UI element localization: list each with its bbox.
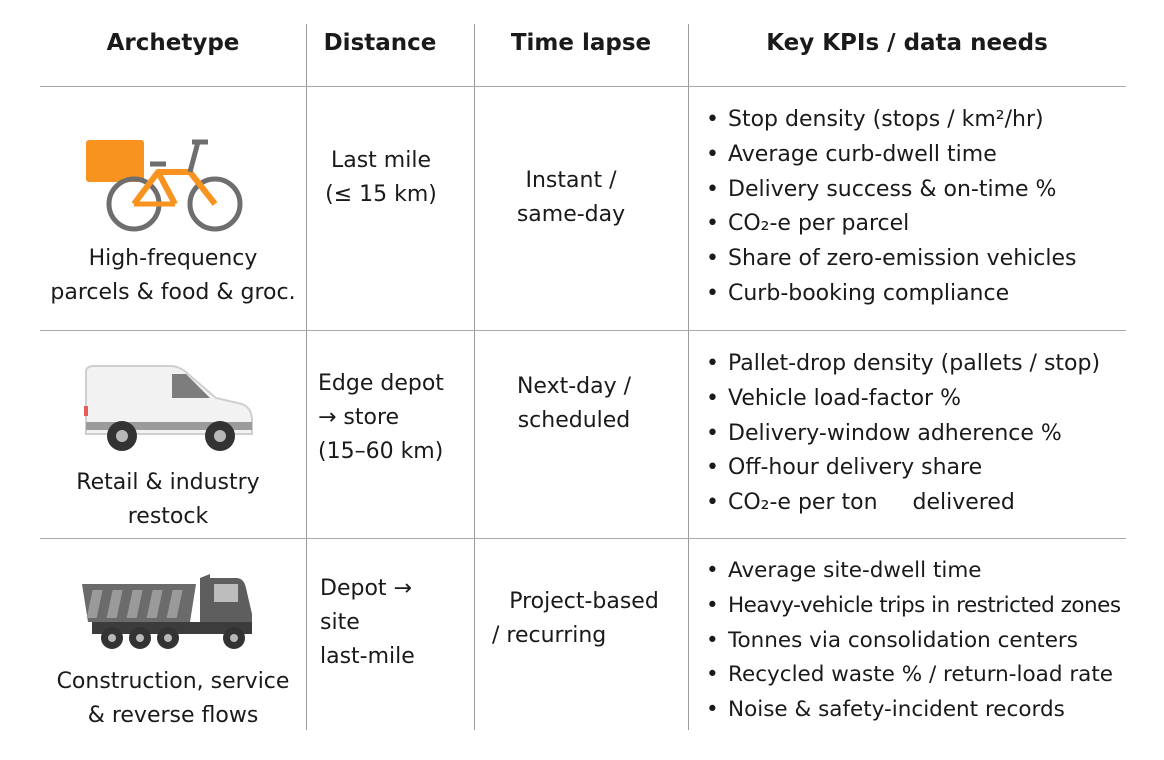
- row-divider: [40, 330, 1126, 331]
- list-item: • Heavy-vehicle trips in restricted zones: [706, 589, 1121, 624]
- list-item: • Delivery-window adherence %: [706, 417, 1100, 452]
- archetype-line: Retail & industry: [76, 470, 260, 495]
- distance-line: (≤ 15 km): [325, 182, 437, 207]
- time-lapse-cell: [474, 370, 674, 438]
- time-lapse-cell: [484, 585, 684, 653]
- row-divider: [40, 86, 1126, 87]
- list-item: • CO₂-e per ton delivered: [706, 486, 1100, 521]
- list-item: • Average curb-dwell time: [706, 138, 1076, 173]
- row-divider: [40, 538, 1126, 539]
- archetype-line: restock: [127, 504, 209, 529]
- column-divider: [306, 24, 307, 730]
- header-time-lapse: Time lapse: [510, 30, 652, 56]
- list-item: • Average site-dwell time: [706, 554, 1121, 589]
- archetype-cell: [40, 242, 306, 310]
- distance-line: site: [320, 610, 360, 635]
- time-lapse-line: Next-day /: [516, 374, 632, 399]
- header-kpis: Key KPIs / data needs: [766, 30, 1048, 56]
- list-item: • Tonnes via consolidation centers: [706, 624, 1121, 659]
- time-lapse-line: same-day: [516, 202, 626, 227]
- kpi-list: [706, 554, 1121, 728]
- time-lapse-cell: [474, 164, 668, 232]
- archetype-line: & reverse flows: [87, 703, 259, 728]
- distance-line: last-mile: [320, 644, 415, 669]
- archetype-cell: [40, 466, 296, 534]
- distance-line: Edge depot: [318, 371, 444, 396]
- kpi-list: [706, 347, 1100, 521]
- list-item: • Off-hour delivery share: [706, 451, 1100, 486]
- list-item: • CO₂-e per parcel: [706, 207, 1076, 242]
- distance-cell: [306, 144, 456, 212]
- distance-line: Depot →: [320, 576, 412, 601]
- distance-line: (15–60 km): [318, 439, 444, 464]
- list-item: • Vehicle load-factor %: [706, 382, 1100, 417]
- archetype-line: High-frequency: [88, 246, 258, 271]
- list-item: • Curb-booking compliance: [706, 277, 1076, 312]
- list-item: • Share of zero-emission vehicles: [706, 242, 1076, 277]
- list-item: • Pallet-drop density (pallets / stop): [706, 347, 1100, 382]
- list-item: • Delivery success & on-time %: [706, 173, 1076, 208]
- archetype-cell: [40, 665, 306, 733]
- list-item: • Recycled waste % / return-load rate: [706, 658, 1121, 693]
- time-lapse-line: / recurring: [492, 623, 607, 648]
- bicycle-icon: [80, 132, 250, 237]
- header-archetype: Archetype: [106, 30, 240, 56]
- dump-truck-icon: [78, 574, 258, 654]
- distance-line: Last mile: [330, 148, 431, 173]
- time-lapse-line: Instant /: [525, 168, 617, 193]
- column-divider: [688, 24, 689, 730]
- archetype-line: parcels & food & groc.: [50, 280, 296, 305]
- van-icon: [80, 362, 256, 454]
- kpi-list: [706, 103, 1076, 312]
- list-item: • Stop density (stops / km²/hr): [706, 103, 1076, 138]
- archetype-line: Construction, service: [56, 669, 290, 694]
- time-lapse-line: scheduled: [517, 408, 631, 433]
- header-distance: Distance: [323, 30, 437, 56]
- distance-cell: [320, 572, 470, 674]
- distance-line: → store: [318, 405, 400, 430]
- list-item: • Noise & safety-incident records: [706, 693, 1121, 728]
- time-lapse-line: Project-based: [509, 589, 659, 614]
- distance-cell: [318, 367, 468, 469]
